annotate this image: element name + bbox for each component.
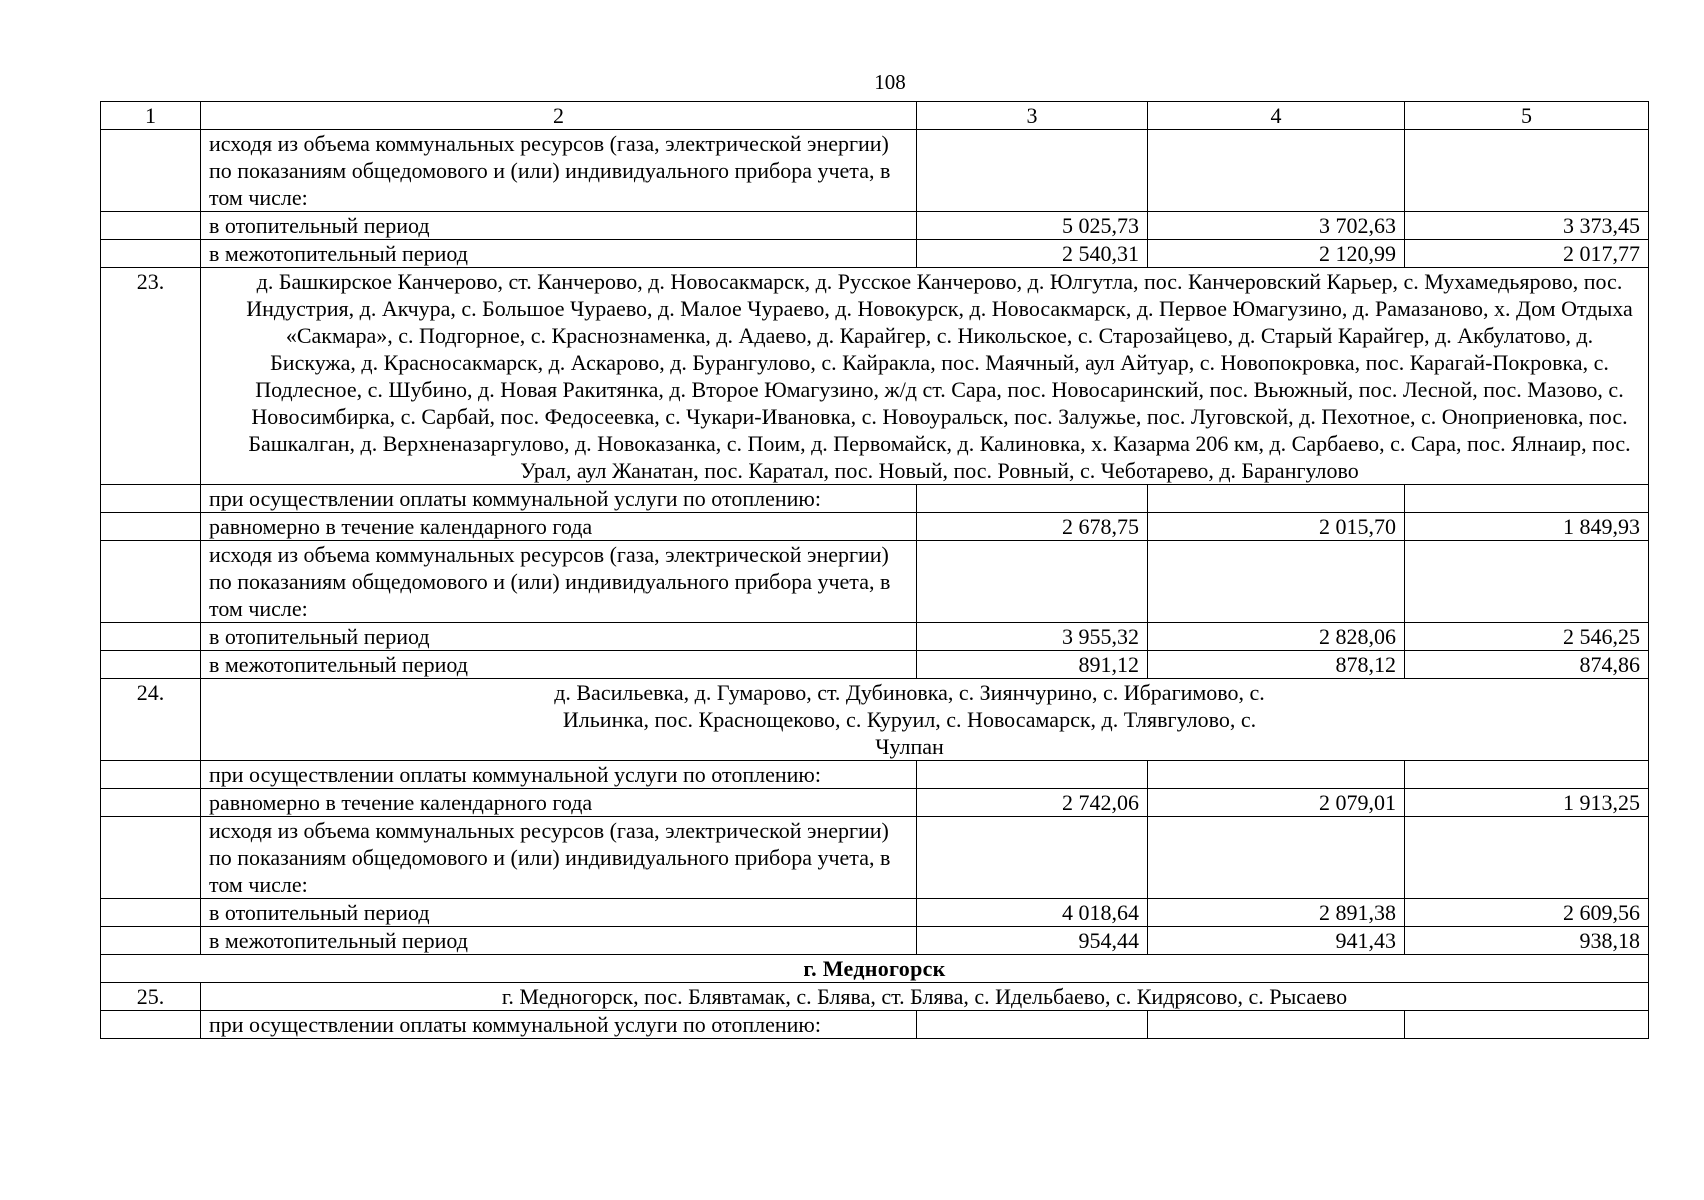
row-description: исходя из объема коммунальных ресурсов (газа, электрической энергии) по показаниям общедомового и (или) индивидуального прибора учета, в том числе:	[201, 130, 917, 212]
value-cell-col4: 941,43	[1148, 927, 1405, 955]
value-cell-col5: 2 546,25	[1405, 623, 1649, 651]
row-number-cell	[101, 927, 201, 955]
value-cell-col3: 2 540,31	[917, 240, 1148, 268]
value-cell-col3: 3 955,32	[917, 623, 1148, 651]
value-cell-col5: 2 017,77	[1405, 240, 1649, 268]
row-number: 24.	[101, 679, 201, 761]
header-col-1: 1	[101, 102, 201, 130]
value-cell-col4: 2 015,70	[1148, 513, 1405, 541]
value-cell-col5	[1405, 761, 1649, 789]
value-cell-col3: 5 025,73	[917, 212, 1148, 240]
row-number: 23.	[101, 268, 201, 485]
value-cell-col4	[1148, 1011, 1405, 1039]
table-row	[101, 651, 1649, 679]
row-description: исходя из объема коммунальных ресурсов (газа, электрической энергии) по показаниям общедомового и (или) индивидуального прибора учета, в том числе:	[201, 817, 917, 899]
value-cell-col5: 874,86	[1405, 651, 1649, 679]
value-cell-col5: 1 913,25	[1405, 789, 1649, 817]
value-cell-col3	[917, 761, 1148, 789]
value-cell-col3: 4 018,64	[917, 899, 1148, 927]
table-row	[101, 130, 1649, 212]
header-col-2: 2	[201, 102, 917, 130]
settlement-list: г. Медногорск, пос. Блявтамак, с. Блява, ст. Блява, с. Идельбаево, с. Кидрясово, с. Рысаево	[201, 983, 1649, 1011]
value-cell-col4	[1148, 817, 1405, 899]
value-cell-col3: 954,44	[917, 927, 1148, 955]
settlement-list: д. Васильевка, д. Гумарово, ст. Дубиновка, с. Зиянчурино, с. Ибрагимово, с. Ильинка, пос. Краснощеково, с. Куруил, с. Новосамарск, д. Тлявгулово, с. Чулпан	[201, 679, 1649, 761]
value-cell-col3	[917, 817, 1148, 899]
value-cell-col5: 2 609,56	[1405, 899, 1649, 927]
table-row	[101, 899, 1649, 927]
row-description: в межотопительный период	[201, 651, 917, 679]
row-description: при осуществлении оплаты коммунальной услуги по отоплению:	[201, 1011, 917, 1039]
tariff-table	[100, 101, 1649, 1039]
row-number-cell	[101, 651, 201, 679]
row-description: равномерно в течение календарного года	[201, 789, 917, 817]
table-row	[101, 513, 1649, 541]
value-cell-col3	[917, 485, 1148, 513]
table-row	[101, 761, 1649, 789]
page-number: 108	[874, 70, 906, 94]
value-cell-col5	[1405, 541, 1649, 623]
value-cell-col4: 2 079,01	[1148, 789, 1405, 817]
row-description: в межотопительный период	[201, 240, 917, 268]
table-row	[101, 817, 1649, 899]
value-cell-col4	[1148, 541, 1405, 623]
value-cell-col3: 2 678,75	[917, 513, 1148, 541]
value-cell-col4: 878,12	[1148, 651, 1405, 679]
value-cell-col4	[1148, 130, 1405, 212]
settlement-list: д. Башкирское Канчерово, ст. Канчерово, д. Новосакмарск, д. Русское Канчерово, д. Юлгутла, пос. Канчеровский Карьер, с. Мухамедьярово, пос. Индустрия, д. Акчура, с. Большое Чураево, д. Малое Чураево, д. Новокурск, д. Новосакмарск, д. Первое Юмагузино, д. Рамазаново, х. Дом Отдыха «Сакмара», с. Подгорное, с. Краснознаменка, д. Адаево, д. Карайгер, с. Никольское, с. Старозайцево, д. Старый Карайгер, д. Акбулатово, д. Бискужа, д. Красносакмарск, д. Аскарово, д. Бурангулово, с. Кайракла, пос. Маячный, аул Айтуар, с. Новопокровка, пос. Карагай-Покровка, с. Подлесное, с. Шубино, д. Новая Ракитянка, д. Второе Юмагузино, ж/д ст. Сара, пос. Новосаринский, пос. Вьюжный, пос. Лесной, пос. Мазово, с. Новосимбирка, с. Сарбай, пос. Федосеевка, с. Чукари-Ивановка, с. Новоуральск, пос. Залужье, пос. Луговской, д. Пехотное, с. Оноприеновка, пос. Башкалган, д. Верхненазаргулово, д. Новоказанка, с. Поим, д. Первомайск, д. Калиновка, х. Казарма 206 км, д. Сарбаево, с. Сара, пос. Ялнаир, пос. Урал, аул Жанатан, пос. Каратал, пос. Новый, пос. Ровный, с. Чеботарево, д. Барангулово	[201, 268, 1649, 485]
row-description: в отопительный период	[201, 212, 917, 240]
row-number-cell	[101, 130, 201, 212]
header-row	[101, 102, 1649, 130]
row-number-cell	[101, 899, 201, 927]
value-cell-col4: 2 891,38	[1148, 899, 1405, 927]
city-heading-row	[101, 955, 1649, 983]
row-number-cell	[101, 240, 201, 268]
table-row	[101, 927, 1649, 955]
value-cell-col5	[1405, 130, 1649, 212]
row-number: 25.	[101, 983, 201, 1011]
table-row	[101, 541, 1649, 623]
value-cell-col3	[917, 1011, 1148, 1039]
settlement-row	[101, 983, 1649, 1011]
header-col-4: 4	[1148, 102, 1405, 130]
row-number-cell	[101, 1011, 201, 1039]
value-cell-col4	[1148, 485, 1405, 513]
row-number-cell	[101, 761, 201, 789]
value-cell-col4: 3 702,63	[1148, 212, 1405, 240]
row-description: в отопительный период	[201, 623, 917, 651]
row-description: при осуществлении оплаты коммунальной услуги по отоплению:	[201, 761, 917, 789]
settlement-row	[101, 268, 1649, 485]
row-number-cell	[101, 513, 201, 541]
row-number-cell	[101, 485, 201, 513]
header-col-5: 5	[1405, 102, 1649, 130]
value-cell-col4: 2 828,06	[1148, 623, 1405, 651]
table-row	[101, 485, 1649, 513]
value-cell-col5	[1405, 817, 1649, 899]
table-row	[101, 240, 1649, 268]
row-number-cell	[101, 212, 201, 240]
row-number-cell	[101, 541, 201, 623]
value-cell-col4: 2 120,99	[1148, 240, 1405, 268]
value-cell-col3: 2 742,06	[917, 789, 1148, 817]
value-cell-col3	[917, 541, 1148, 623]
row-description: при осуществлении оплаты коммунальной услуги по отоплению:	[201, 485, 917, 513]
city-heading: г. Медногорск	[101, 955, 1649, 983]
header-col-3: 3	[917, 102, 1148, 130]
value-cell-col5	[1405, 485, 1649, 513]
value-cell-col5	[1405, 1011, 1649, 1039]
row-description: исходя из объема коммунальных ресурсов (газа, электрической энергии) по показаниям общедомового и (или) индивидуального прибора учета, в том числе:	[201, 541, 917, 623]
table-row	[101, 1011, 1649, 1039]
row-description: в отопительный период	[201, 899, 917, 927]
value-cell-col5: 938,18	[1405, 927, 1649, 955]
value-cell-col5: 1 849,93	[1405, 513, 1649, 541]
row-description: в межотопительный период	[201, 927, 917, 955]
settlement-row	[101, 679, 1649, 761]
row-number-cell	[101, 817, 201, 899]
row-number-cell	[101, 789, 201, 817]
table-row	[101, 212, 1649, 240]
value-cell-col4	[1148, 761, 1405, 789]
value-cell-col3	[917, 130, 1148, 212]
value-cell-col3: 891,12	[917, 651, 1148, 679]
table-row	[101, 623, 1649, 651]
row-description: равномерно в течение календарного года	[201, 513, 917, 541]
value-cell-col5: 3 373,45	[1405, 212, 1649, 240]
table-row	[101, 789, 1649, 817]
row-number-cell	[101, 623, 201, 651]
